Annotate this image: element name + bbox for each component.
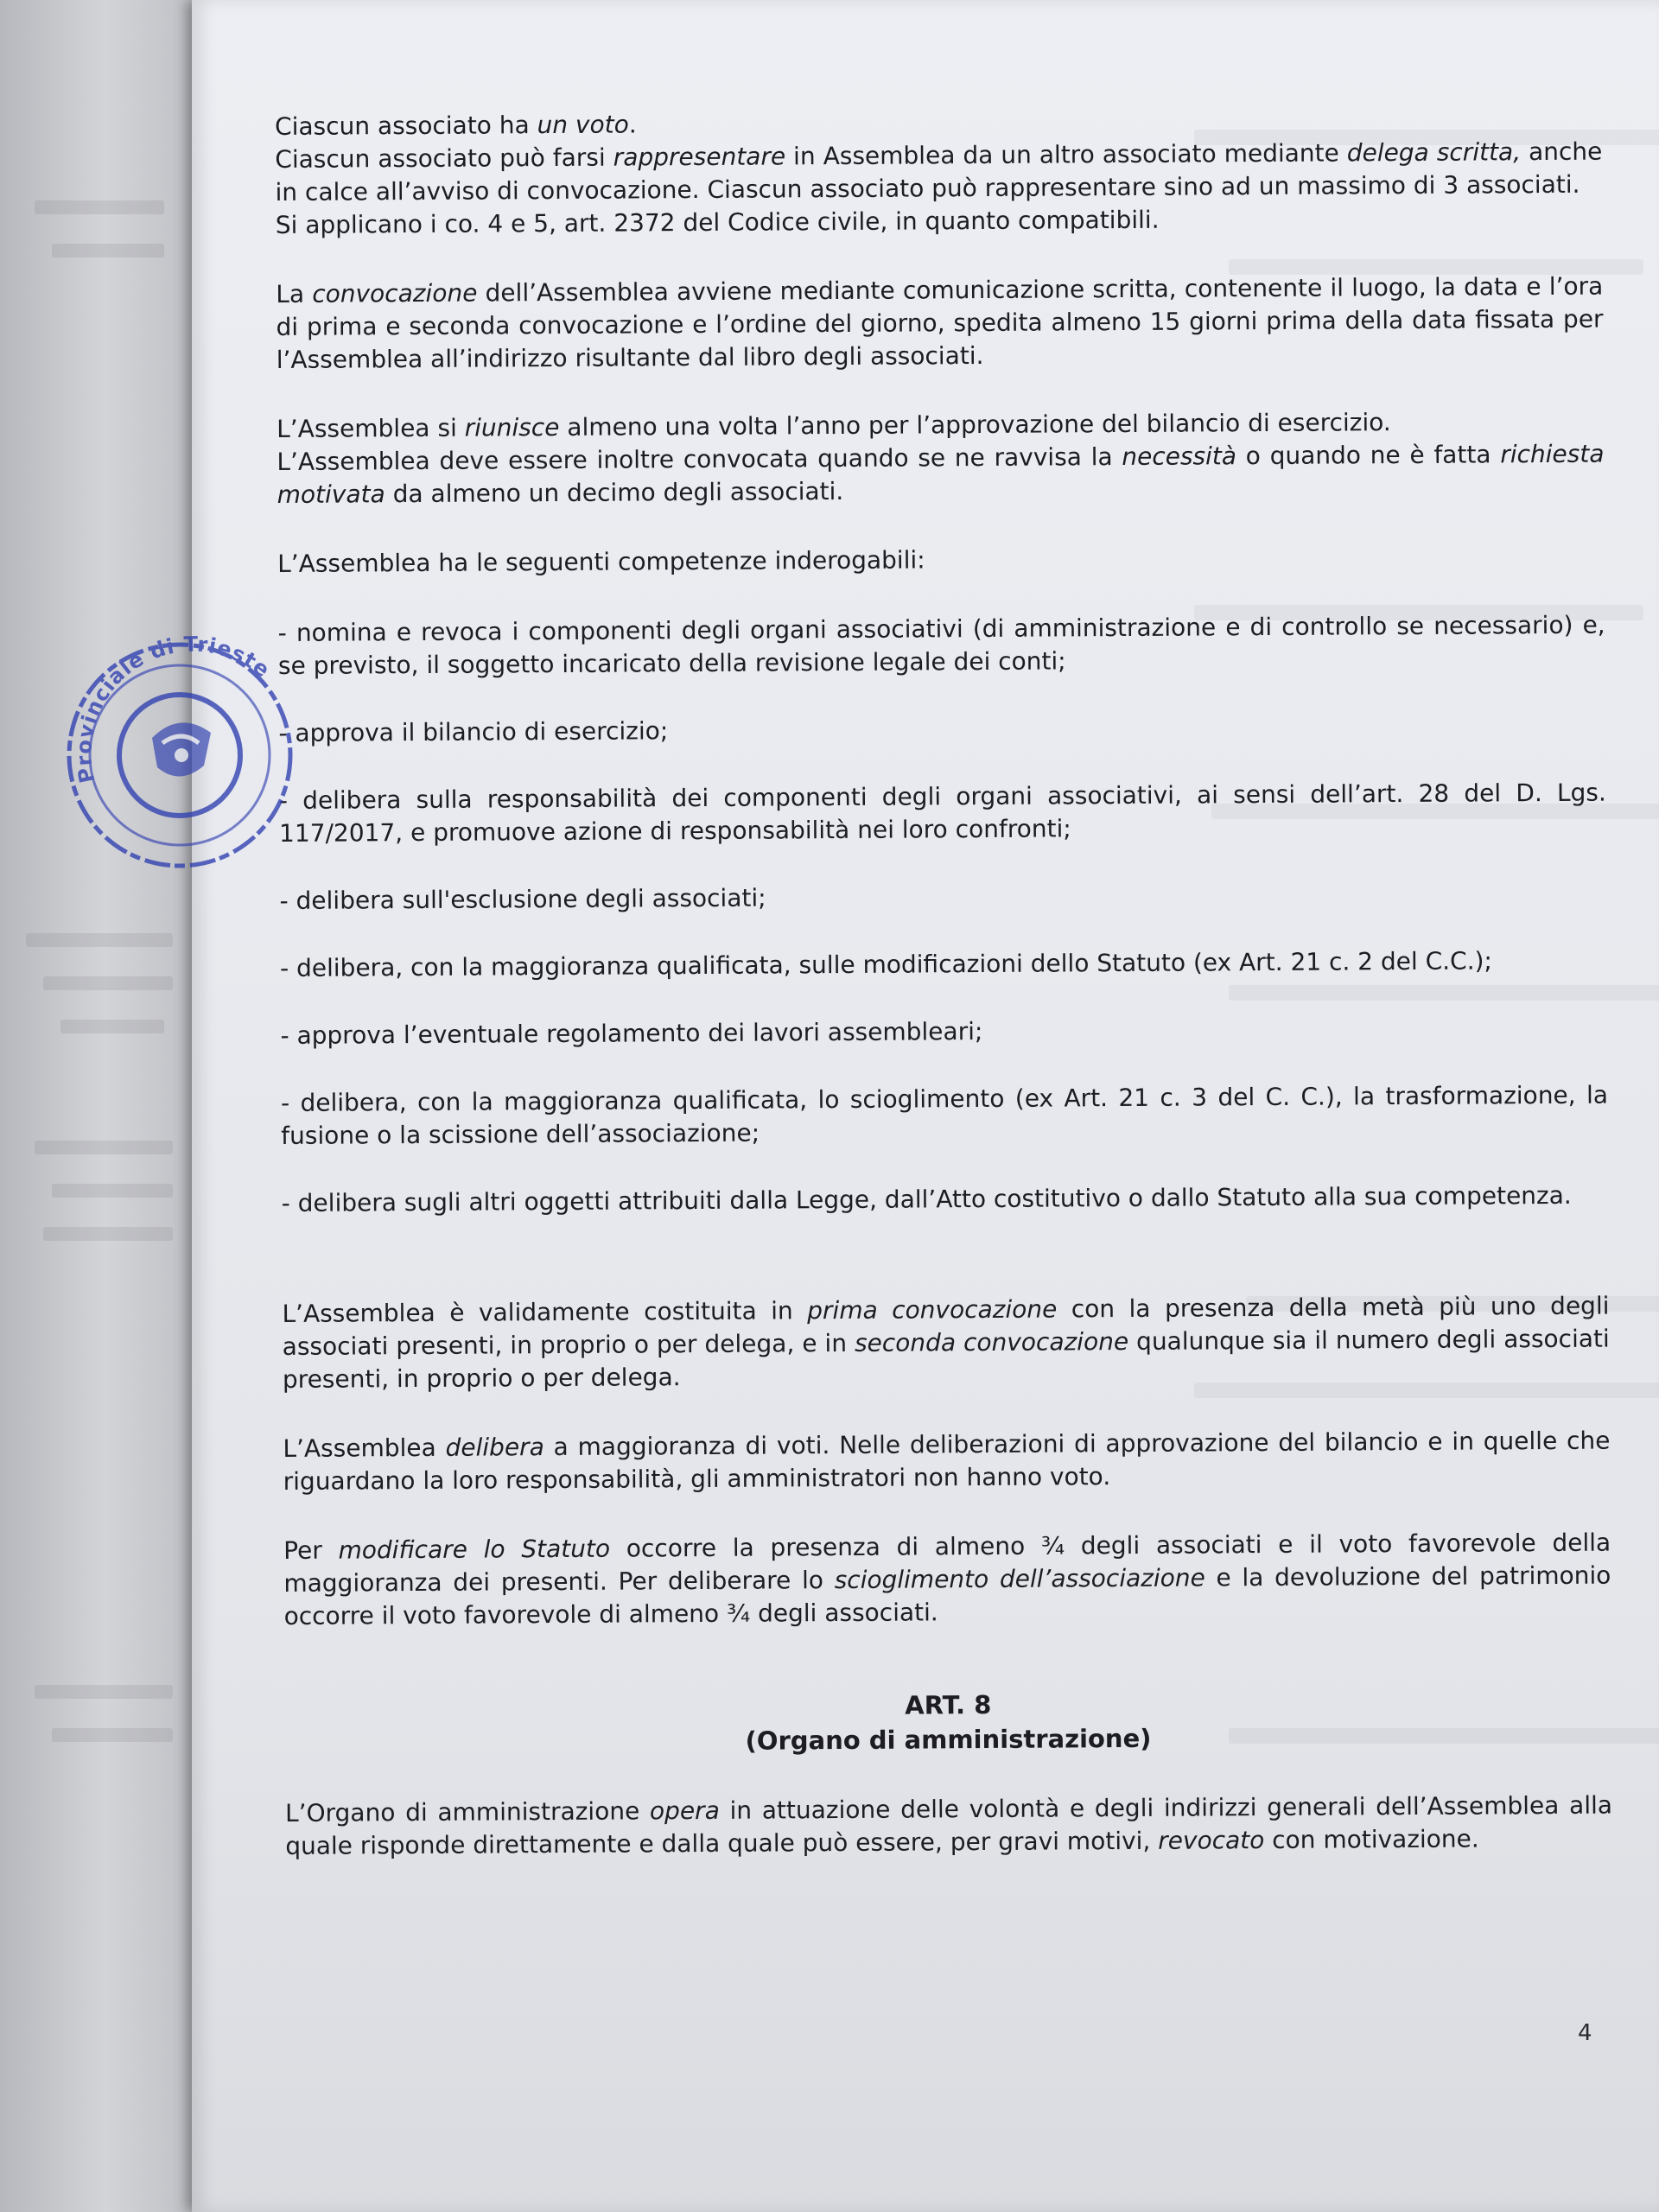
competence-item: - delibera sull'esclusione degli associati; — [279, 883, 766, 915]
voting-paragraph: Ciascun associato ha un voto. Ciascun associato può farsi rappresentare in Assemblea da un altro associato mediante delega scritta, anche in calce all’avviso di convocazione. Ciascun associato può rappresentare sino ad un massimo di 3 associati. Si applicano i co. 4 e 5, art. 2372 del Codice civile, in quanto compatibili. — [275, 110, 1603, 239]
document-page — [192, 0, 1659, 2212]
official-stamp-icon — [50, 608, 344, 902]
administration-paragraph: L’Organo di amministrazione opera in attuazione delle volontà e degli indirizzi generali dell’Assemblea alla quale risponde direttamente e dalla quale può essere, per gravi motivi, revocato con motivazione. — [284, 1790, 1613, 1860]
competence-item: - delibera sugli altri oggetti attribuiti dalla Legge, dall’Atto costitutivo o dallo Statuto alla sua competenza. — [281, 1180, 1572, 1217]
competence-item: - delibera, con la maggioranza qualificata, lo scioglimento (ex Art. 21 c. 3 del C. C.), la trasformazione, la fusione o la scissione dell’associazione; — [280, 1080, 1609, 1150]
competence-item: - approva il bilancio di esercizio; — [278, 716, 669, 747]
competence-item: - approva l’eventuale regolamento dei lavori assembleari; — [280, 1017, 983, 1050]
competences-intro: L’Assemblea ha le seguenti competenze inderogabili: — [277, 545, 925, 578]
deliberation-paragraph: L’Assemblea delibera a maggioranza di voti. Nelle deliberazioni di approvazione del bilancio e in quelle che riguardano la loro responsabilità, gli amministratori non hanno voto. — [283, 1426, 1611, 1496]
competence-item: - nomina e revoca i componenti degli organi associativi (di amministrazione e di controllo se necessario) e, se previsto, il soggetto incaricato della revisione legale dei conti; — [277, 610, 1605, 680]
stamp-text: Provinciale di Trieste — [72, 632, 276, 785]
convocation-paragraph: La convocazione dell’Assemblea avviene mediante comunicazione scritta, contenente il luogo, la data e l’ora di prima e seconda convocazione e l’ordine del giorno, spedita almeno 15 giorni prima della data fissata per l’Assemblea all’indirizzo risultante dal libro degli associati. — [276, 271, 1604, 374]
document-text — [275, 103, 1612, 1863]
previous-page-edge — [0, 0, 192, 2212]
article-title: (Organo di amministrazione) — [745, 1723, 1152, 1756]
competence-item: - delibera, con la maggioranza qualificata, sulle modificazioni dello Statuto (ex Art. 21 c. 2 del C.C.); — [279, 946, 1492, 982]
statute-modification-paragraph: Per modificare lo Statuto occorre la presenza di almeno ¾ degli associati e il voto favorevole della maggioranza dei presenti. Per deliberare lo scioglimento dell’associazione e la devoluzione del patrimonio occorre il voto favorevole di almeno ¾ degli associati. — [283, 1528, 1611, 1630]
page-number: 4 — [1578, 2020, 1592, 2046]
meeting-paragraph: L’Assemblea si riunisce almeno una volta l’anno per l’approvazione del bilancio di esercizio. L’Assemblea deve essere inoltre convocata quando se ne ravvisa la necessità o quando ne è fatta richiesta motivata da almeno un decimo degli associati. — [276, 408, 1605, 509]
article-number: ART. 8 — [905, 1689, 992, 1720]
quorum-paragraph: L’Assemblea è validamente costituita in prima convocazione con la presenza della metà più uno degli associati presenti, in proprio o per delega, e in seconda convocazione qualunque sia il numero degli associati presenti, in proprio o per delega. — [282, 1291, 1610, 1394]
competence-item: - delibera sulla responsabilità dei componenti degli organi associativi, ai sensi dell’art. 28 del D. Lgs. 117/2017, e promuove azione di responsabilità nei loro confronti; — [278, 778, 1606, 848]
